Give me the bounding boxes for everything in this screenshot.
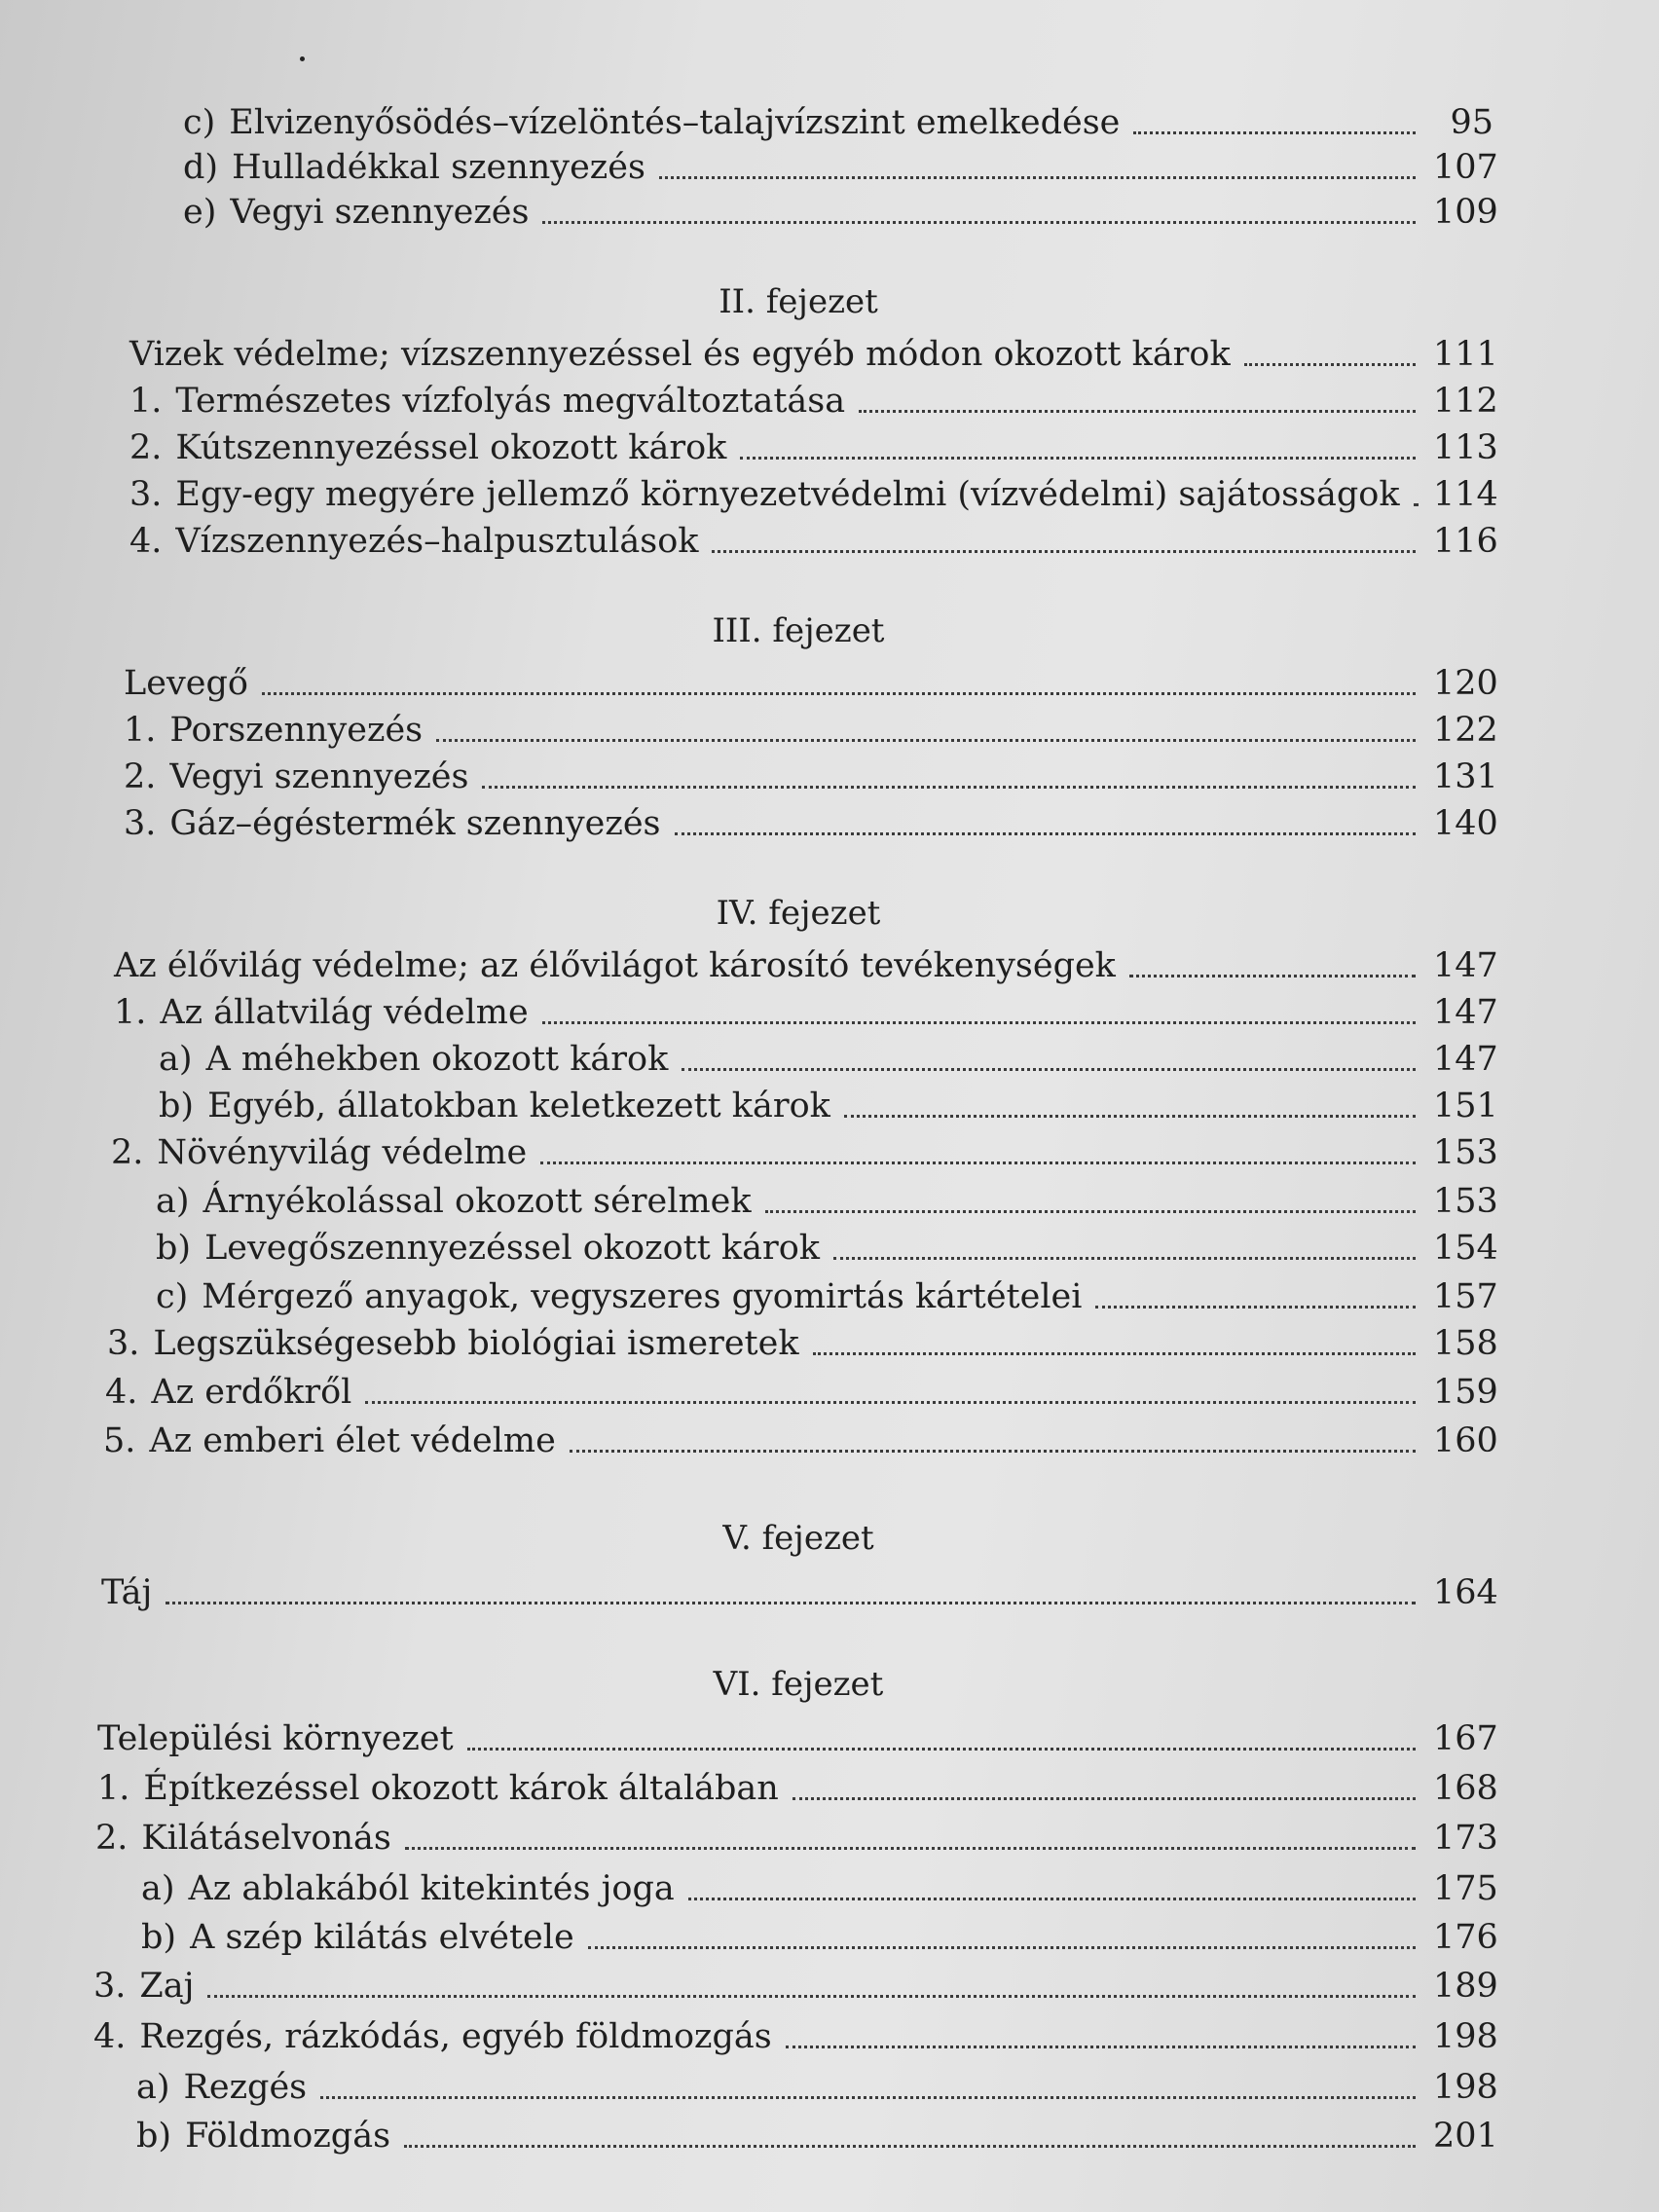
dot-leader bbox=[833, 1257, 1416, 1260]
entry-title: Elvizenyősödés–vízelöntés–talajvízszint emelkedése bbox=[229, 103, 1121, 142]
dot-leader bbox=[712, 550, 1416, 553]
entry-page: 189 bbox=[1433, 1967, 1498, 2006]
entry-number: b) bbox=[136, 2117, 172, 2156]
dot-leader bbox=[320, 2096, 1416, 2099]
dot-leader bbox=[262, 692, 1416, 695]
entry-title: Az erdőkről bbox=[151, 1373, 352, 1412]
entry-number: 2. bbox=[129, 428, 163, 467]
entry-page: 151 bbox=[1433, 1087, 1498, 1125]
entry-number: b) bbox=[159, 1087, 195, 1125]
entry-number: a) bbox=[141, 1869, 175, 1908]
entry-title: Kútszennyezéssel okozott károk bbox=[175, 428, 727, 467]
toc-entry bbox=[97, 1767, 1498, 1810]
entry-page: 109 bbox=[1433, 193, 1498, 232]
entry-page: 147 bbox=[1433, 946, 1498, 985]
dot-leader bbox=[844, 1115, 1416, 1118]
entry-title: Rezgés, rázkódás, egyéb földmozgás bbox=[139, 2017, 772, 2056]
entry-page: 107 bbox=[1433, 148, 1498, 187]
entry-number: 1. bbox=[129, 382, 163, 421]
dot-leader bbox=[1095, 1306, 1416, 1309]
entry-title: Levegőszennyezéssel okozott károk bbox=[204, 1229, 820, 1268]
entry-page: 153 bbox=[1433, 1133, 1498, 1172]
toc-entry bbox=[183, 146, 1498, 189]
dot-leader bbox=[482, 786, 1416, 789]
entry-number: 4. bbox=[93, 2017, 127, 2056]
toc-entry bbox=[141, 1916, 1498, 1959]
dot-leader bbox=[542, 221, 1416, 224]
entry-page: 114 bbox=[1433, 475, 1498, 514]
entry-page: 198 bbox=[1433, 2017, 1498, 2056]
entry-title: Vízszennyezés–halpusztulások bbox=[175, 522, 699, 561]
entry-number: a) bbox=[156, 1182, 190, 1221]
entry-number: c) bbox=[183, 103, 216, 142]
entry-page: 164 bbox=[1433, 1573, 1498, 1612]
entry-title: Az emberi élet védelme bbox=[149, 1421, 556, 1460]
toc-entry-main bbox=[97, 1717, 1498, 1760]
entry-page: 131 bbox=[1433, 757, 1498, 796]
entry-title: Települési környezet bbox=[97, 1719, 454, 1758]
dot-leader bbox=[813, 1352, 1416, 1355]
entry-title: A szép kilátás elvétele bbox=[190, 1918, 574, 1957]
toc-entry bbox=[156, 1227, 1498, 1270]
dot-leader bbox=[859, 410, 1416, 413]
entry-page: 116 bbox=[1433, 522, 1498, 561]
entry-page: 95 bbox=[1450, 103, 1493, 142]
entry-page: 175 bbox=[1433, 1869, 1498, 1908]
entry-page: 122 bbox=[1433, 711, 1498, 750]
entry-title: Egy-egy megyére jellemző környezetvédelmi (vízvédelmi) sajátosságok bbox=[175, 475, 1400, 514]
dot-leader bbox=[786, 2046, 1416, 2048]
dot-leader bbox=[1244, 363, 1416, 366]
entry-title: Zaj bbox=[139, 1967, 195, 2006]
dot-leader bbox=[1414, 503, 1416, 506]
toc-entry bbox=[111, 1131, 1498, 1174]
entry-page: 147 bbox=[1433, 1040, 1498, 1079]
entry-title: Egyéb, állatokban keletkezett károk bbox=[207, 1087, 830, 1125]
entry-number: b) bbox=[156, 1229, 192, 1268]
entry-title: Az ablakából kitekintés joga bbox=[188, 1869, 675, 1908]
entry-title: Az állatvilág védelme bbox=[160, 993, 529, 1032]
dot-leader bbox=[436, 739, 1416, 742]
entry-number: 5. bbox=[103, 1421, 136, 1460]
entry-number: 1. bbox=[114, 993, 147, 1032]
entry-number: a) bbox=[159, 1040, 193, 1079]
toc-entry bbox=[124, 756, 1498, 798]
entry-page: 167 bbox=[1433, 1719, 1498, 1758]
toc-entry bbox=[93, 2015, 1498, 2058]
entry-title: A méhekben okozott károk bbox=[205, 1040, 669, 1079]
dot-leader bbox=[688, 1898, 1416, 1900]
entry-number: b) bbox=[141, 1918, 177, 1957]
entry-number: c) bbox=[156, 1277, 189, 1316]
entry-title: Gáz–égéstermék szennyezés bbox=[169, 804, 661, 843]
entry-title: Rezgés bbox=[183, 2068, 308, 2107]
dot-leader bbox=[467, 1748, 1416, 1751]
entry-number: 2. bbox=[124, 757, 157, 796]
entry-title: Mérgező anyagok, vegyszeres gyomirtás kártételei bbox=[202, 1277, 1083, 1316]
entry-number: 1. bbox=[97, 1769, 130, 1808]
toc-entry bbox=[183, 101, 1493, 144]
entry-page: 153 bbox=[1433, 1182, 1498, 1221]
entry-number: 1. bbox=[124, 711, 157, 750]
toc-entry-main bbox=[129, 333, 1498, 376]
entry-title: Vizek védelme; vízszennyezéssel és egyéb módon okozott károk bbox=[129, 335, 1231, 374]
entry-title: Legszükségesebb biológiai ismeretek bbox=[153, 1324, 799, 1363]
toc-entry bbox=[136, 2066, 1498, 2109]
entry-title: Az élővilág védelme; az élővilágot károsító tevékenységek bbox=[114, 946, 1116, 985]
dot-leader bbox=[166, 1602, 1416, 1604]
dot-leader bbox=[542, 1021, 1416, 1024]
dot-leader bbox=[675, 832, 1416, 835]
dot-leader bbox=[659, 176, 1416, 179]
entry-title: Vegyi szennyezés bbox=[230, 193, 530, 232]
entry-page: 176 bbox=[1433, 1918, 1498, 1957]
entry-title: Vegyi szennyezés bbox=[169, 757, 469, 796]
chapter-heading: IV. fejezet bbox=[716, 894, 881, 933]
chapter-heading: V. fejezet bbox=[722, 1519, 874, 1558]
toc-entry bbox=[129, 426, 1498, 469]
ink-speck bbox=[300, 56, 305, 61]
toc-entry bbox=[183, 191, 1498, 234]
entry-title: Növényvilág védelme bbox=[157, 1133, 528, 1172]
entry-page: 158 bbox=[1433, 1324, 1498, 1363]
entry-page: 201 bbox=[1433, 2117, 1498, 2156]
dot-leader bbox=[570, 1450, 1416, 1453]
entry-title: Hulladékkal szennyezés bbox=[232, 148, 645, 187]
toc-entry bbox=[159, 1085, 1498, 1127]
toc-entry bbox=[129, 473, 1498, 516]
toc-entry bbox=[129, 520, 1498, 563]
entry-number: 4. bbox=[105, 1373, 138, 1412]
entry-title: Levegő bbox=[124, 664, 248, 703]
chapter-heading: II. fejezet bbox=[719, 282, 878, 321]
entry-page: 160 bbox=[1433, 1421, 1498, 1460]
toc-entry bbox=[136, 2115, 1498, 2157]
entry-page: 147 bbox=[1433, 993, 1498, 1032]
entry-title: Építkezéssel okozott károk általában bbox=[143, 1769, 779, 1808]
toc-entry bbox=[129, 380, 1498, 423]
dot-leader bbox=[793, 1797, 1416, 1800]
toc-entry bbox=[95, 1817, 1498, 1860]
entry-page: 159 bbox=[1433, 1373, 1498, 1412]
entry-title: Kilátáselvonás bbox=[141, 1819, 391, 1858]
dot-leader bbox=[365, 1401, 1416, 1404]
toc-entry bbox=[124, 709, 1498, 752]
toc-entry bbox=[124, 802, 1498, 845]
entry-page: 157 bbox=[1433, 1277, 1498, 1316]
toc-entry bbox=[93, 1965, 1498, 2008]
toc-entry bbox=[103, 1419, 1498, 1462]
dot-leader bbox=[1129, 975, 1416, 977]
toc-entry-main bbox=[101, 1571, 1498, 1614]
dot-leader bbox=[405, 1847, 1416, 1850]
entry-number: 3. bbox=[129, 475, 163, 514]
entry-number: 2. bbox=[95, 1819, 129, 1858]
entry-number: e) bbox=[183, 193, 217, 232]
entry-title: Földmozgás bbox=[185, 2117, 391, 2156]
entry-number: a) bbox=[136, 2068, 170, 2107]
toc-entry bbox=[114, 991, 1498, 1034]
toc-entry bbox=[141, 1867, 1498, 1910]
toc-entry bbox=[156, 1275, 1498, 1318]
entry-number: d) bbox=[183, 148, 219, 187]
entry-number: 4. bbox=[129, 522, 163, 561]
dot-leader bbox=[540, 1161, 1416, 1164]
entry-number: 3. bbox=[93, 1967, 127, 2006]
dot-leader bbox=[740, 457, 1416, 460]
entry-page: 173 bbox=[1433, 1819, 1498, 1858]
entry-page: 168 bbox=[1433, 1769, 1498, 1808]
entry-title: Árnyékolással okozott sérelmek bbox=[203, 1182, 752, 1221]
entry-title: Táj bbox=[101, 1573, 153, 1612]
dot-leader bbox=[404, 2145, 1416, 2148]
dot-leader bbox=[682, 1068, 1416, 1071]
entry-number: 2. bbox=[111, 1133, 144, 1172]
dot-leader bbox=[207, 1995, 1416, 1998]
entry-page: 198 bbox=[1433, 2068, 1498, 2107]
entry-page: 140 bbox=[1433, 804, 1498, 843]
entry-page: 154 bbox=[1433, 1229, 1498, 1268]
entry-page: 113 bbox=[1433, 428, 1498, 467]
toc-entry bbox=[105, 1371, 1498, 1414]
toc-entry bbox=[107, 1322, 1498, 1365]
entry-page: 112 bbox=[1433, 382, 1498, 421]
chapter-heading: III. fejezet bbox=[712, 611, 885, 650]
entry-number: 3. bbox=[124, 804, 157, 843]
chapter-heading: VI. fejezet bbox=[713, 1665, 884, 1704]
toc-entry-main bbox=[124, 662, 1498, 705]
dot-leader bbox=[1133, 131, 1416, 134]
dot-leader bbox=[588, 1946, 1416, 1949]
entry-page: 111 bbox=[1433, 335, 1498, 374]
dot-leader bbox=[765, 1210, 1416, 1213]
entry-title: Természetes vízfolyás megváltoztatása bbox=[175, 382, 846, 421]
toc-entry bbox=[159, 1038, 1498, 1081]
toc-entry bbox=[156, 1180, 1498, 1223]
toc-entry-main bbox=[114, 944, 1498, 987]
entry-number: 3. bbox=[107, 1324, 140, 1363]
entry-title: Porszennyezés bbox=[169, 711, 424, 750]
entry-page: 120 bbox=[1433, 664, 1498, 703]
